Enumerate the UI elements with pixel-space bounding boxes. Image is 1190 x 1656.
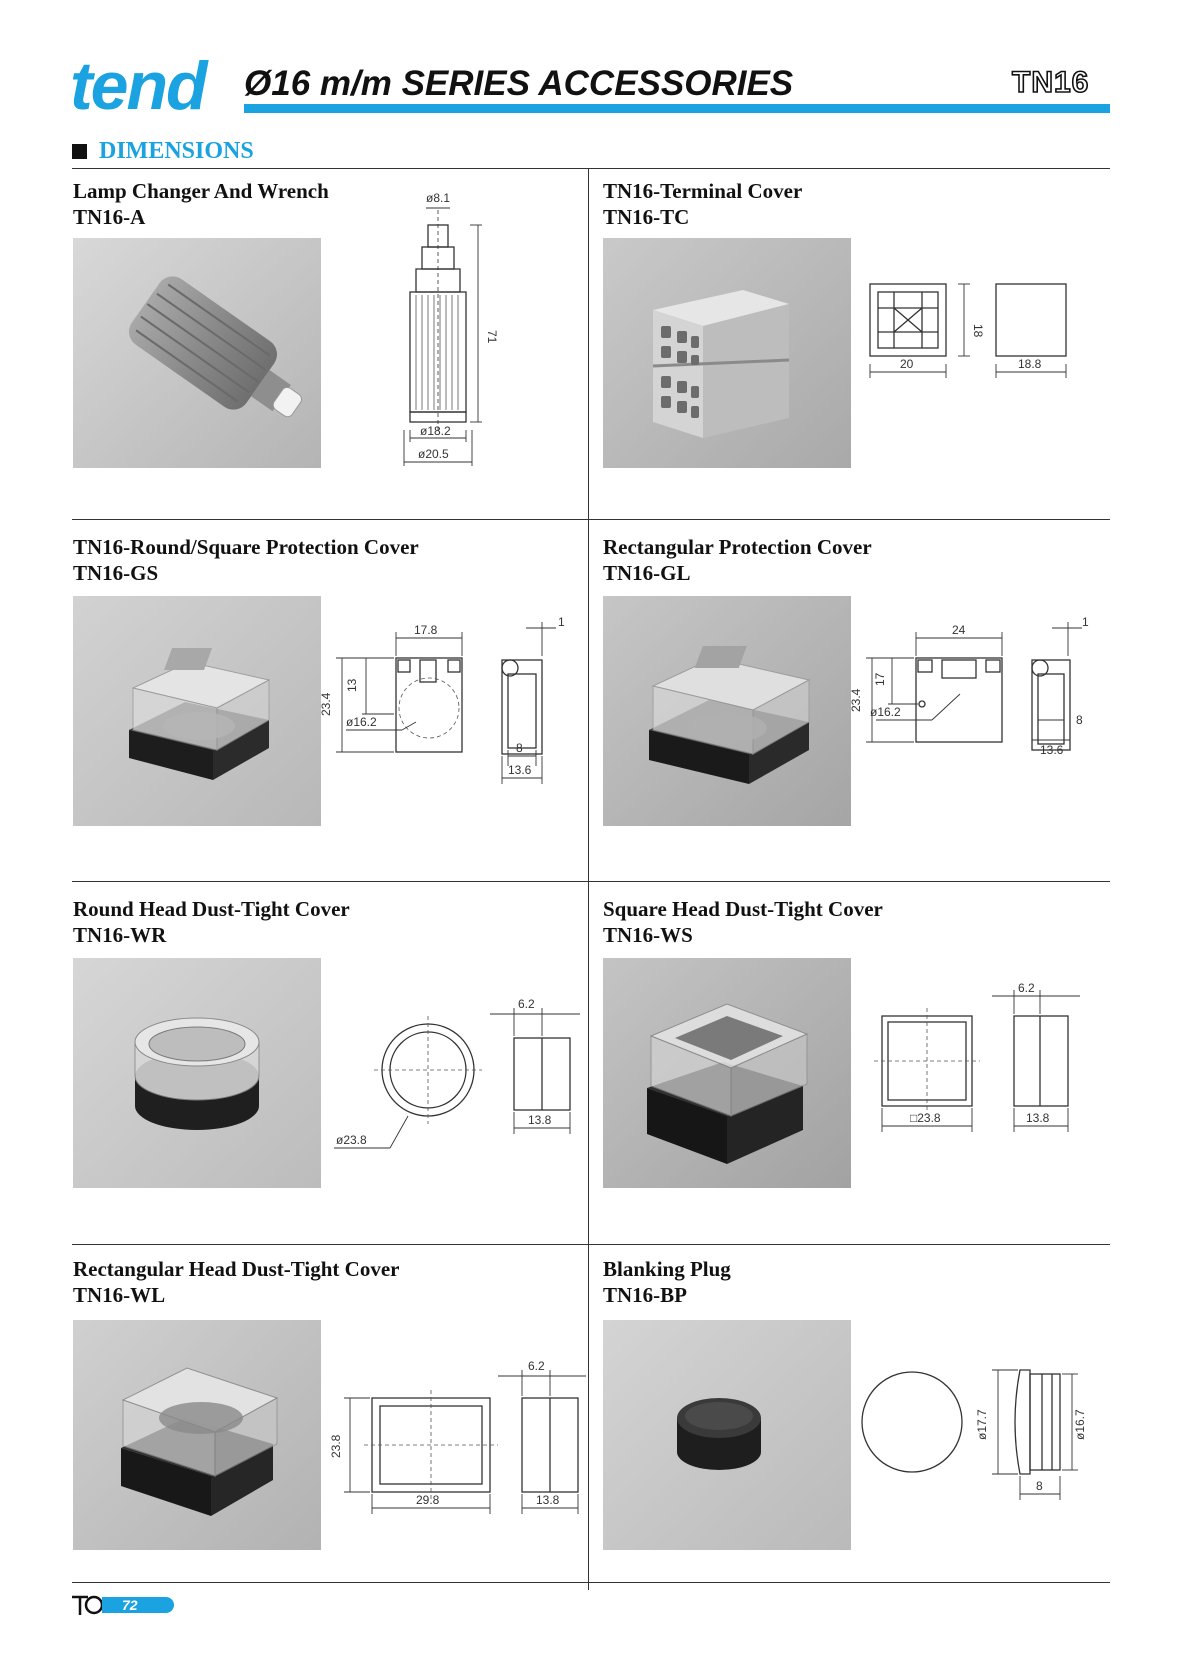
photo-rectangular-head-dust-tight-cover — [73, 1320, 321, 1550]
item-title — [73, 534, 419, 586]
dim-ws-size: □23.8 — [910, 1111, 941, 1125]
item-title — [73, 1256, 399, 1308]
page-number: 72 — [122, 1597, 138, 1613]
photo-blanking-plug — [603, 1320, 851, 1550]
photo-round-head-dust-tight-cover — [73, 958, 321, 1188]
dim-gl-hole-height: 17 — [873, 672, 887, 686]
drawing-blanking-plug — [856, 1360, 1096, 1510]
dim-gs-height: 23.4 — [319, 692, 333, 716]
dim-a-dia-outer: ø20.5 — [418, 447, 449, 461]
item-name: Square Head Dust-Tight Cover — [603, 897, 883, 921]
dim-gs-inner-depth: 8 — [516, 741, 523, 755]
dim-wr-depth: 13.8 — [528, 1113, 552, 1127]
drawing-square-head-dust-tight-cover — [860, 981, 1100, 1136]
dim-bp-head-dia: ø17.7 — [975, 1409, 989, 1440]
drawing-round-square-protection-cover — [319, 615, 586, 796]
dim-a-dia-tip: ø8.1 — [426, 191, 451, 205]
item-title — [73, 178, 329, 230]
item-name: Round Head Dust-Tight Cover — [73, 897, 350, 921]
item-name: Lamp Changer And Wrench — [73, 179, 329, 203]
item-name: TN16-Round/Square Protection Cover — [73, 535, 419, 559]
item-code: TN16-A — [73, 205, 146, 229]
dim-tc-width: 20 — [900, 357, 914, 371]
section-heading-label: DIMENSIONS — [99, 138, 254, 164]
photo-round-square-protection-cover — [73, 596, 321, 826]
page-number-badge — [72, 1594, 172, 1616]
drawing-round-head-dust-tight-cover — [330, 988, 590, 1158]
item-code: TN16-WS — [603, 923, 693, 947]
item-name: Rectangular Protection Cover — [603, 535, 872, 559]
dim-ws-head: 6.2 — [1018, 981, 1035, 995]
grid-line-bottom — [72, 1582, 1110, 1583]
dim-gs-width: 17.8 — [414, 623, 438, 637]
dim-wl-head: 6.2 — [528, 1359, 545, 1373]
item-code: TN16-TC — [603, 205, 690, 229]
dim-wl-width: 29.8 — [416, 1493, 440, 1507]
dim-gl-hole-dia: ø16.2 — [870, 705, 901, 719]
photo-terminal-cover — [603, 238, 851, 468]
item-code: TN16-GL — [603, 561, 691, 585]
dim-wr-dia: ø23.8 — [336, 1133, 367, 1147]
dim-bp-length: 8 — [1036, 1479, 1043, 1493]
dim-bp-body-dia: ø16.7 — [1073, 1409, 1087, 1440]
item-code: TN16-WR — [73, 923, 167, 947]
drawing-rectangular-protection-cover — [849, 615, 1106, 796]
dim-gs-depth: 13.6 — [508, 763, 532, 777]
grid-line-top — [72, 168, 1110, 169]
dim-gl-wall: 1 — [1082, 615, 1089, 629]
dim-wl-height: 23.8 — [329, 1434, 343, 1458]
drawing-rectangular-head-dust-tight-cover — [330, 1346, 590, 1516]
photo-square-head-dust-tight-cover — [603, 958, 851, 1188]
item-name: Rectangular Head Dust-Tight Cover — [73, 1257, 400, 1281]
item-title — [73, 896, 350, 948]
dim-gl-inner-depth: 8 — [1076, 713, 1083, 727]
item-code: TN16-WL — [73, 1283, 166, 1307]
item-code: TN16-BP — [603, 1283, 687, 1307]
dim-gl-width: 24 — [952, 623, 966, 637]
brand-logo: tend — [70, 48, 206, 124]
photo-rectangular-protection-cover — [603, 596, 851, 826]
section-heading — [72, 138, 254, 165]
series-code: TN16 — [1012, 66, 1090, 99]
drawing-terminal-cover — [866, 280, 1086, 400]
dim-gs-hole-dia: ø16.2 — [346, 715, 377, 729]
grid-line-row2 — [72, 881, 1110, 882]
dim-gs-wall: 1 — [558, 615, 565, 629]
dim-a-dia-inner: ø18.2 — [420, 424, 451, 438]
item-name: Blanking Plug — [603, 1257, 731, 1281]
grid-line-row1 — [72, 519, 1110, 520]
item-title — [603, 896, 883, 948]
dim-gs-hole-height: 13 — [345, 678, 359, 692]
item-title — [603, 178, 802, 230]
header-accent-bar — [244, 104, 1110, 113]
item-name: TN16-Terminal Cover — [603, 179, 803, 203]
dim-gl-height: 23.4 — [849, 688, 863, 712]
dim-wr-head: 6.2 — [518, 997, 535, 1011]
grid-line-row3 — [72, 1244, 1110, 1245]
item-title — [603, 534, 872, 586]
dim-gl-depth: 13.6 — [1040, 743, 1064, 757]
dim-a-length: 71 — [485, 330, 499, 344]
series-title: Ø16 m/m SERIES ACCESSORIES — [244, 64, 794, 103]
dim-tc-depth: 18.8 — [1018, 357, 1042, 371]
item-code: TN16-GS — [73, 561, 159, 585]
photo-lamp-changer — [73, 238, 321, 468]
footer-logo-icon — [72, 1597, 102, 1615]
item-title — [603, 1256, 731, 1308]
dim-ws-depth: 13.8 — [1026, 1111, 1050, 1125]
drawing-lamp-changer — [390, 180, 510, 480]
square-bullet-icon — [72, 144, 87, 159]
dim-wl-depth: 13.8 — [536, 1493, 560, 1507]
dim-tc-height: 18 — [971, 324, 985, 338]
